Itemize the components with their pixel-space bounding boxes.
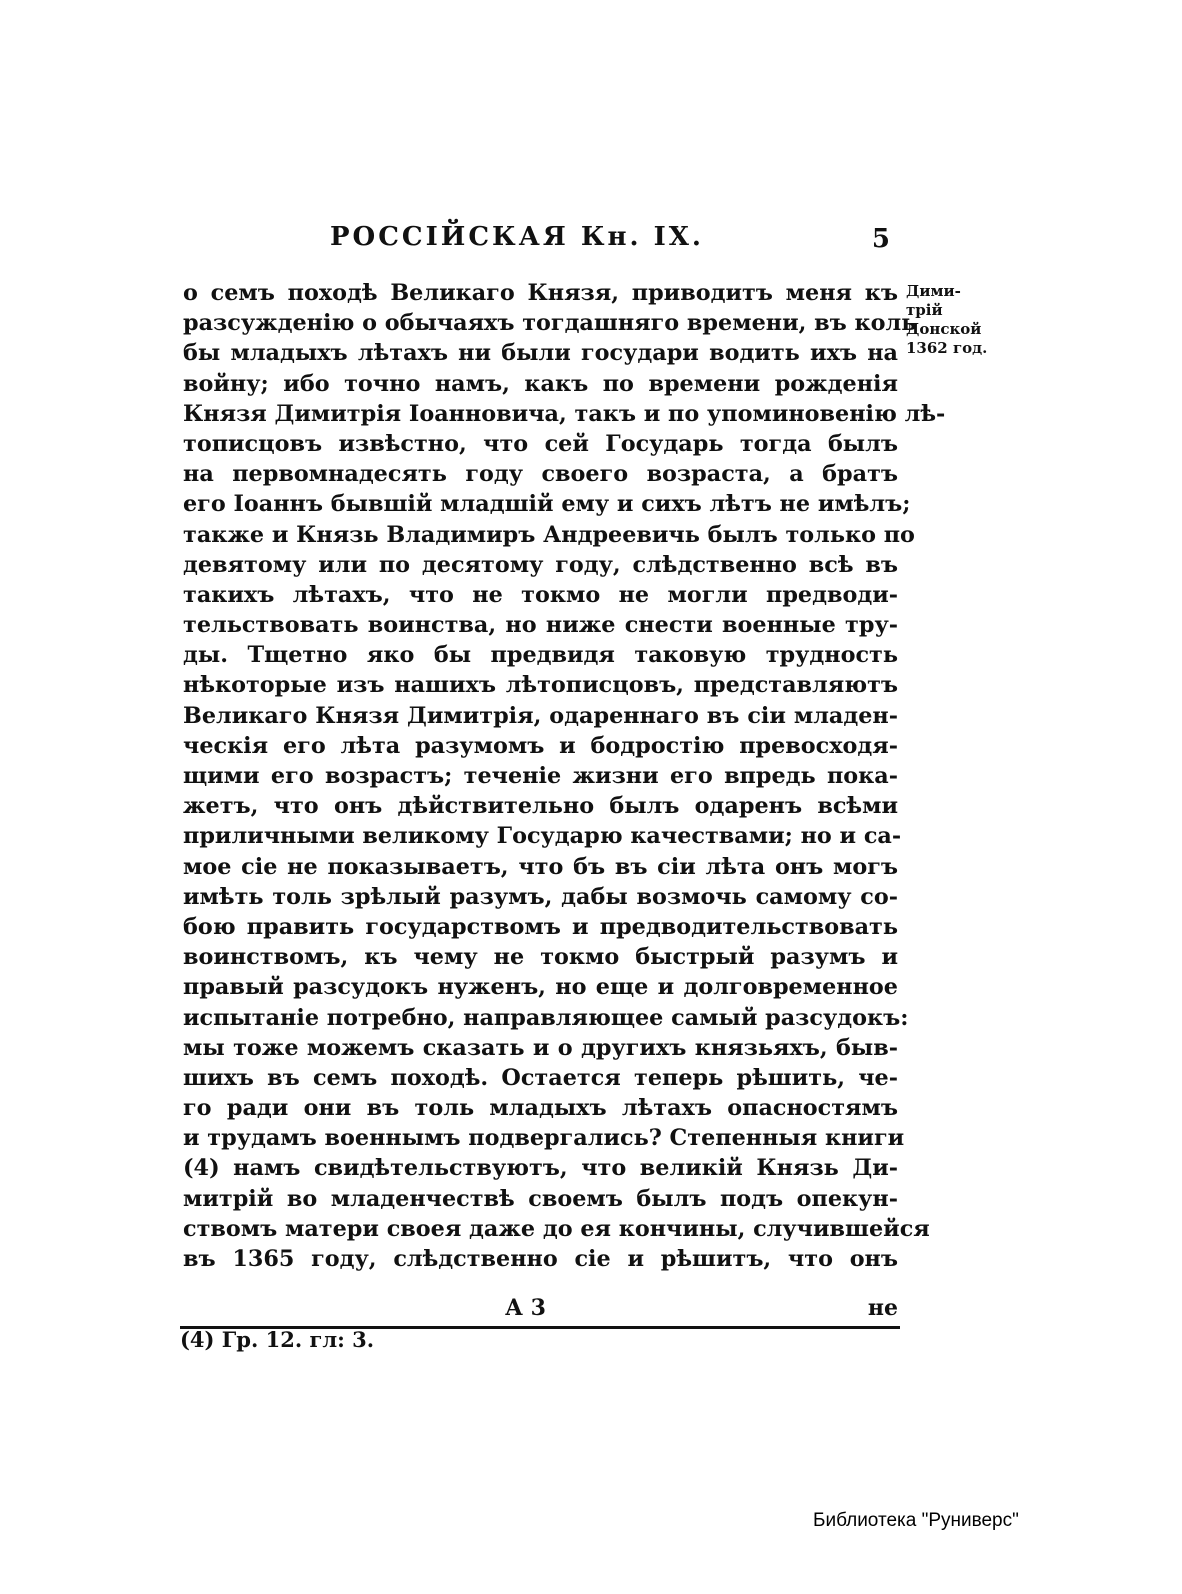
marginal-note-line: 1362 год. — [906, 339, 988, 357]
text-line: нѣкоторые изъ нашихъ лѣтописцовъ, представляютъ — [183, 672, 898, 699]
marginal-note-line: трій — [906, 301, 943, 319]
marginal-note-line: Дими- — [906, 282, 961, 300]
text-line: шихъ въ семъ походѣ. Остается теперь рѣшить, че- — [183, 1064, 898, 1091]
text-line: правый разсудокъ нуженъ, но еще и долговременное — [183, 974, 898, 1001]
text-line: тописцовъ извѣстно, что сей Государь тогда былъ — [183, 430, 898, 457]
text-line: также и Князь Владимиръ Андреевичь былъ только по — [183, 521, 915, 548]
text-line: приличными великому Государю качествами; но и са- — [183, 823, 902, 850]
marginal-note — [906, 282, 994, 358]
catch-row — [183, 1295, 898, 1323]
text-line: воинствомъ, къ чему не токмо быстрый разумъ и — [183, 944, 898, 971]
text-line: щими его возрастъ; теченіе жизни его впредь пока- — [183, 763, 898, 789]
text-line: жетъ, что онъ дѣйствительно былъ одаренъ всѣми — [183, 793, 898, 820]
page-number: 5 — [871, 224, 890, 254]
text-line: (4) намъ свидѣтельствуютъ, что великій Князь Ди- — [183, 1155, 898, 1182]
text-line: ствомъ матери своея даже до ея кончины, случившейся — [183, 1215, 930, 1242]
marginal-note-line: Донской — [906, 320, 982, 338]
text-line: и трудамъ военнымъ подвергались? Степенныя книги — [183, 1125, 905, 1152]
text-line: бы младыхъ лѣтахъ ни были государи водить ихъ на — [183, 340, 898, 367]
text-line: его Іоаннъ бывшій младшій ему и сихъ лѣтъ не имѣлъ; — [183, 491, 911, 518]
running-head — [180, 222, 900, 262]
text-line: ды. Тщетно яко бы предвидя таковую трудность — [183, 642, 898, 669]
footnote: (4) Гр. 12. гл: 3. — [180, 1327, 375, 1352]
text-line: Князя Димитрія Іоанновича, такъ и по упоминовенію лѣ- — [183, 400, 946, 427]
text-line: мое сіе не показываетъ, что бъ въ сіи лѣта онъ могъ — [183, 853, 898, 880]
signature-mark: А 3 — [505, 1295, 546, 1321]
text-line: девятому или по десятому году, слѣдственно всѣ въ — [183, 551, 898, 578]
text-line: го ради они въ толь младыхъ лѣтахъ опасностямъ — [183, 1095, 898, 1122]
text-line: въ 1365 году, слѣдственно сіе и рѣшитъ, что онъ — [183, 1246, 898, 1272]
text-line: разсужденію о обычаяхъ тогдашняго времени, въ коль — [183, 310, 917, 337]
text-line: имѣть толь зрѣлый разумъ, дабы возмочь самому со- — [183, 883, 898, 910]
text-line: испытаніе потребно, направляющее самый разсудокъ: — [183, 1004, 909, 1031]
text-line: на первомнадесять году своего возраста, а братъ — [183, 461, 898, 488]
text-line: мы тоже можемъ сказать и о другихъ князьяхъ, быв- — [183, 1034, 898, 1061]
text-line: ческія его лѣта разумомъ и бодростію превосходя- — [183, 732, 898, 759]
library-mark: Библиотека "Руниверс" — [813, 1510, 1019, 1531]
text-line: митрій во младенчествѣ своемъ былъ подъ опекун- — [183, 1185, 898, 1212]
text-line: войну; ибо точно намъ, какъ по времени рожденія — [183, 370, 898, 397]
text-line: такихъ лѣтахъ, что не токмо не могли предводи- — [183, 581, 898, 608]
text-line: бою править государствомъ и предводительствовать — [183, 913, 898, 940]
text-line: тельствовать воинства, но ниже снести военные тру- — [183, 612, 898, 639]
text-line: о семъ походѣ Великаго Князя, приводитъ меня къ — [183, 280, 898, 306]
text-line: Великаго Князя Димитрія, одареннаго въ сіи младен- — [183, 702, 898, 729]
running-head-title: РОССІЙСКАЯ Кн. IX. — [330, 222, 704, 252]
catchword: не — [867, 1295, 898, 1321]
